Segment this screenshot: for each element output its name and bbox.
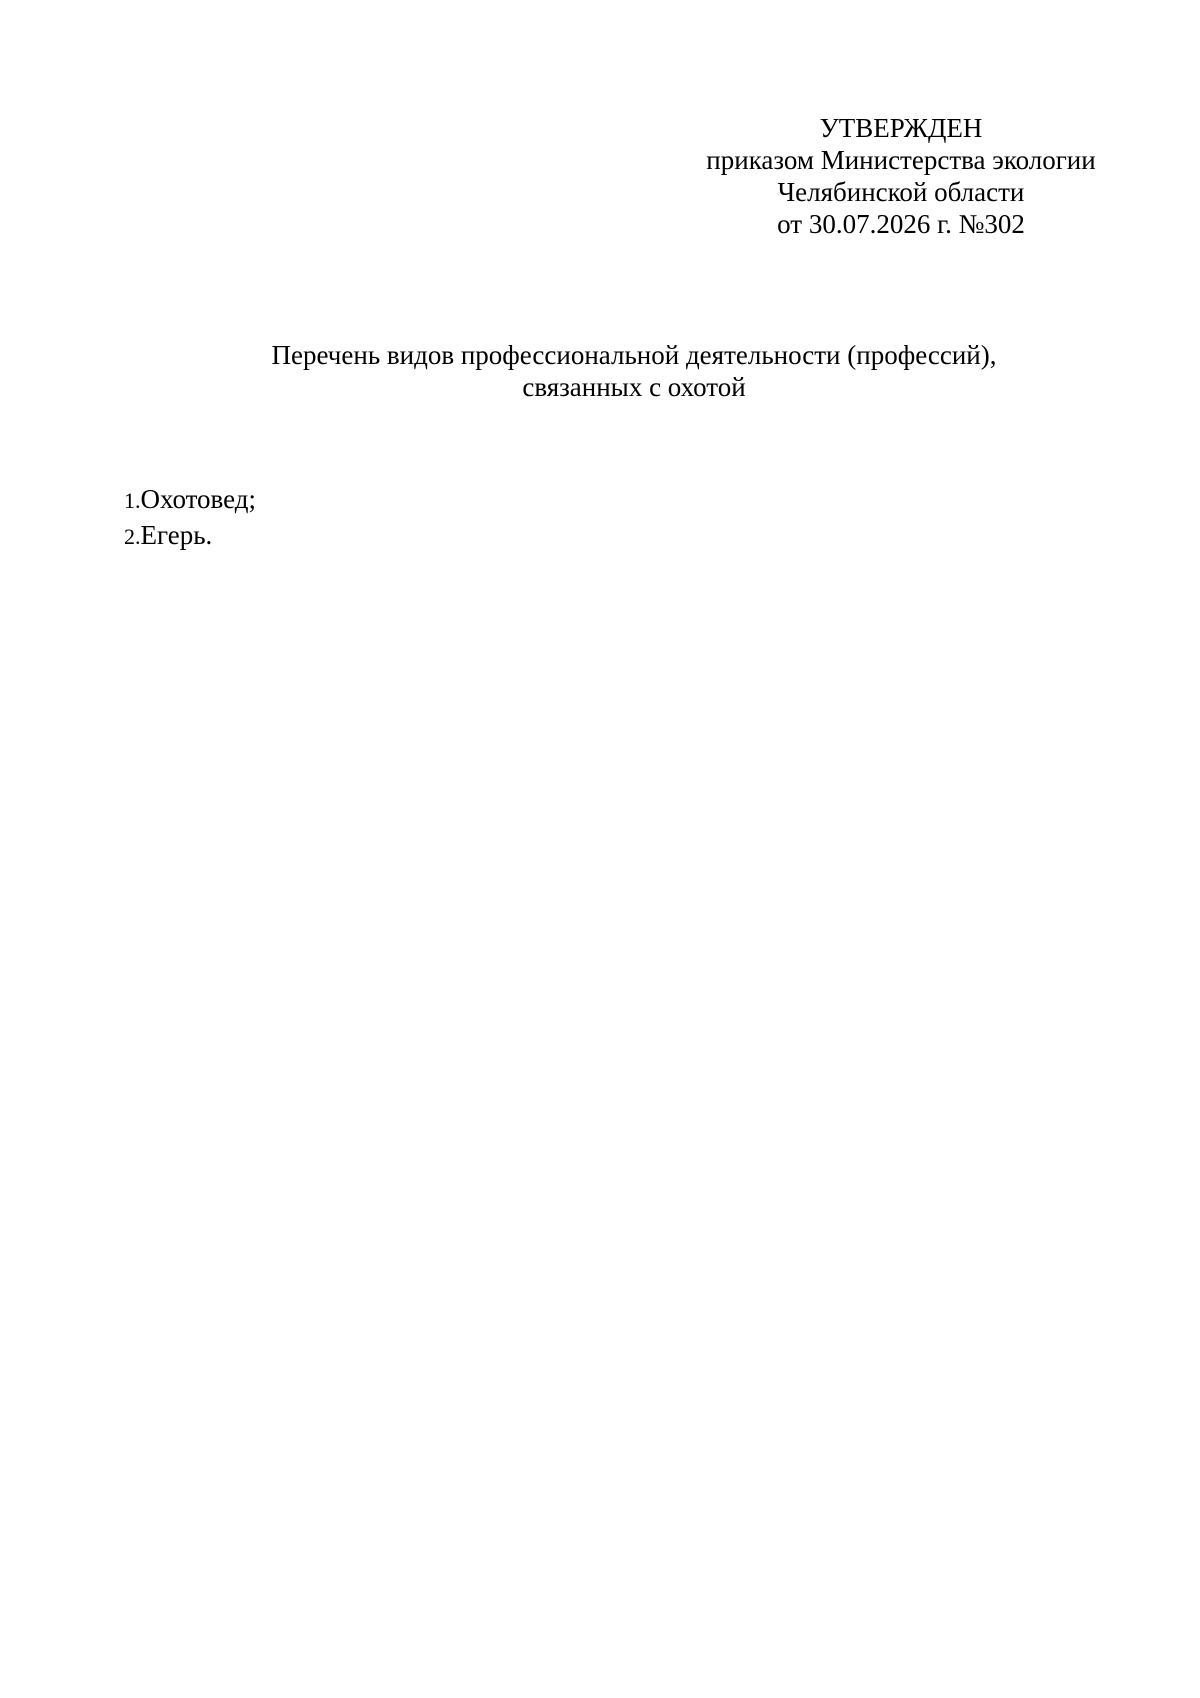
title-line-1: Перечень видов профессиональной деятельности (профессий), [271, 340, 997, 370]
list-item-number: 2. [124, 524, 141, 549]
profession-list [124, 482, 256, 554]
approval-order-line: приказом Министерства экологии [706, 145, 1096, 175]
approval-stamp-block [696, 112, 1106, 240]
list-item [124, 482, 256, 518]
document-title [120, 339, 1148, 403]
approval-heading: УТВЕРЖДЕН [819, 113, 983, 143]
list-item-number: 1. [124, 488, 141, 513]
list-item-text: Егерь. [140, 520, 213, 550]
approval-date-number: от 30.07.2026 г. №302 [777, 209, 1025, 239]
approval-region-line: Челябинской области [777, 177, 1025, 207]
list-item-text: Охотовед; [140, 484, 257, 514]
title-line-2: связанных с охотой [522, 372, 746, 402]
list-item [124, 518, 256, 554]
